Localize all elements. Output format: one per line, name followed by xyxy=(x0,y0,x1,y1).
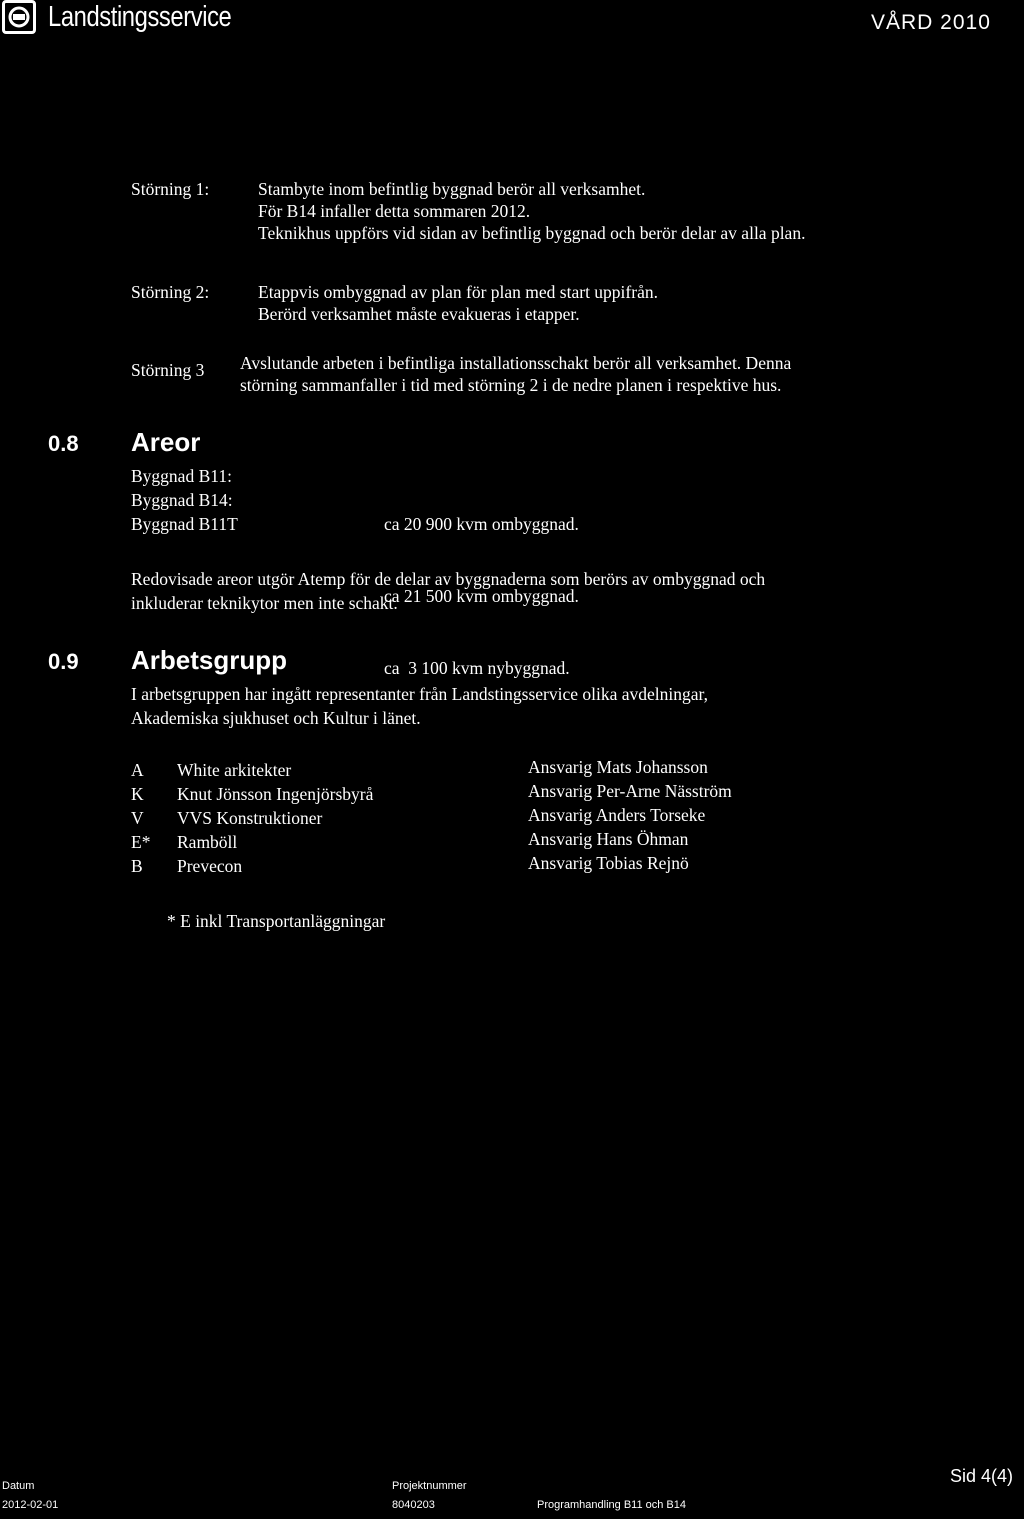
member-responsible: Ansvarig Hans Öhman xyxy=(528,829,689,849)
footer-project-label: Projektnummer xyxy=(392,1480,467,1492)
footer-document-name: Programhandling B11 och B14 xyxy=(537,1499,687,1511)
area-building: Byggnad B11T xyxy=(131,514,238,534)
section-title-arbetsgrupp: Arbetsgrupp xyxy=(131,645,287,675)
member-responsibles xyxy=(528,755,732,875)
text-line: Etappvis ombyggnad av plan för plan med start uppifrån. xyxy=(258,282,658,302)
footnote: * E inkl Transportanläggningar xyxy=(167,911,386,931)
text-line: Berörd verksamhet måste evakueras i etapper. xyxy=(258,304,580,324)
member-code: A xyxy=(131,760,144,780)
area-value: ca 21 500 kvm ombyggnad. xyxy=(384,586,579,606)
footer-page-number: Sid 4(4) xyxy=(950,1466,1014,1486)
landstingsservice-logo-icon xyxy=(2,0,36,34)
text-line: Avslutande arbeten i befintliga installationsschakt berör all verksamhet. Denna xyxy=(240,353,792,373)
footer-date-value: 2012-02-01 xyxy=(2,1499,59,1511)
member-company: White arkitekter xyxy=(177,760,292,780)
text-line: Stambyte inom befintlig byggnad berör all verksamhet. xyxy=(258,179,646,199)
member-company: Knut Jönsson Ingenjörsbyrå xyxy=(177,784,374,804)
disturbance-3-label: Störning 3 xyxy=(131,360,205,380)
text-line: Akademiska sjukhuset och Kultur i länet. xyxy=(131,708,421,728)
member-code: E* xyxy=(131,832,151,852)
text-line: I arbetsgruppen har ingått representanter från Landstingsservice olika avdelningar, xyxy=(131,684,709,704)
disturbance-2-label: Störning 2: xyxy=(131,282,210,302)
member-company: Prevecon xyxy=(177,856,243,876)
area-value: ca 20 900 kvm ombyggnad. xyxy=(384,514,579,534)
member-responsible: Ansvarig Tobias Rejnö xyxy=(528,853,689,873)
area-building: Byggnad B14: xyxy=(131,490,233,510)
member-companies xyxy=(177,758,373,878)
disturbance-1-label: Störning 1: xyxy=(131,179,210,199)
disturbance-2-text xyxy=(258,281,658,325)
disturbance-1-text xyxy=(258,178,805,244)
member-code: V xyxy=(131,808,144,828)
member-company: Ramböll xyxy=(177,832,238,852)
member-responsible: Ansvarig Anders Torseke xyxy=(528,805,706,825)
text-line: Teknikhus uppförs vid sidan av befintlig byggnad och berör delar av alla plan. xyxy=(258,223,806,243)
member-code: B xyxy=(131,856,143,876)
area-building: Byggnad B11: xyxy=(131,466,232,486)
member-responsible: Ansvarig Mats Johansson xyxy=(528,757,708,777)
edition-label: VÅRD 2010 xyxy=(871,11,991,34)
text-line: inkluderar teknikytor men inte schakt. xyxy=(131,593,398,613)
area-value: ca 3 100 kvm nybyggnad. xyxy=(384,658,570,678)
text-line: Redovisade areor utgör Atemp för de delar av byggnaderna som berörs av ombyggnad och xyxy=(131,569,766,589)
arbetsgrupp-intro xyxy=(131,682,708,730)
text-line: störning sammanfaller i tid med störning 2 i de nedre planen i respektive hus. xyxy=(240,375,782,395)
member-responsible: Ansvarig Per-Arne Näsström xyxy=(528,781,732,801)
disturbance-3-text xyxy=(240,352,791,396)
brand-name: Landstingsservice xyxy=(48,1,232,33)
text-line: För B14 infaller detta sommaren 2012. xyxy=(258,201,531,221)
areor-buildings xyxy=(131,464,238,536)
section-number-areor: 0.8 xyxy=(48,431,79,456)
footer-project-value: 8040203 xyxy=(392,1499,435,1511)
footer-date-label: Datum xyxy=(2,1480,35,1492)
member-code: K xyxy=(131,784,144,804)
member-company: VVS Konstruktioner xyxy=(177,808,323,828)
section-title-areor: Areor xyxy=(131,427,201,457)
areor-note xyxy=(131,567,765,615)
member-codes xyxy=(131,758,150,878)
section-number-arbetsgrupp: 0.9 xyxy=(48,649,79,674)
